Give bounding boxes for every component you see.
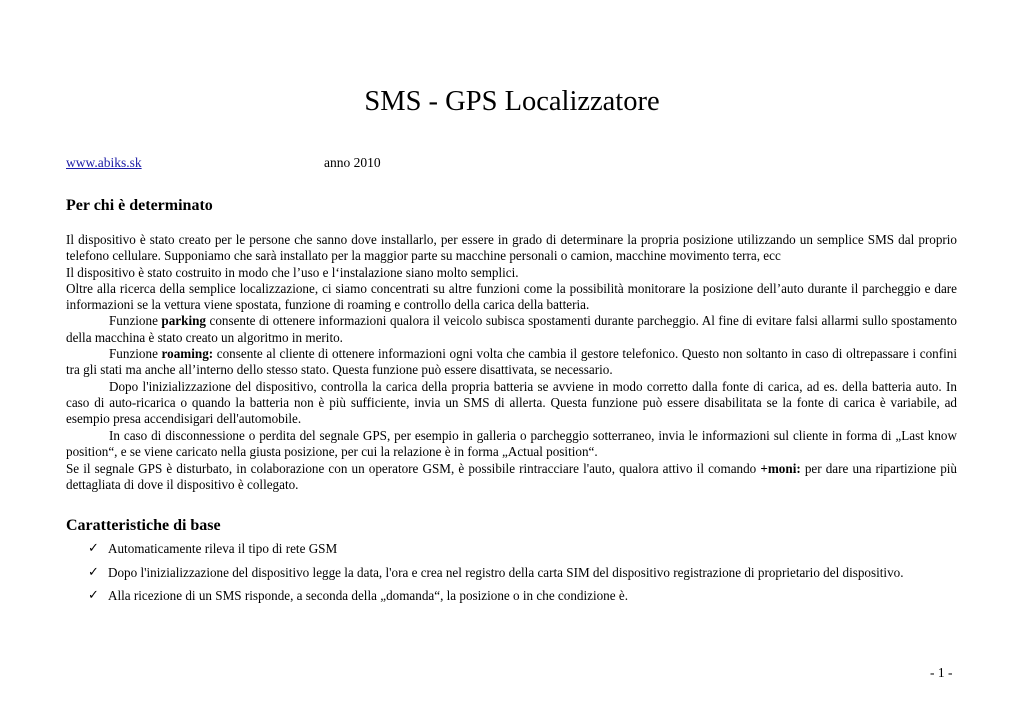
list-item-text: Dopo l'inizializzazione del dispositivo legge la data, l'ora e crea nel registro della carta SIM del dispositivo registrazione di proprietario del dispositivo. [108, 564, 904, 580]
list-item-text: Automaticamente rileva il tipo di rete GSM [108, 541, 338, 556]
check-icon: ✓ [88, 540, 99, 555]
roaming-keyword: roaming: [161, 346, 214, 362]
paragraph: Dopo l'inizializzazione del dispositivo, controlla la carica della propria batteria se avviene in modo corretto dalla fonte di carica, ad es. della batteria auto. In caso di auto-ricarica o quando la batteria non è più sufficiente, invia un SMS di allerta. Questa funzione può essere disabilitata se la fonte di carica è variabile, ad esempio presa accendisigari dell'automobile. [66, 378, 957, 427]
section-heading-features: Caratteristiche di base [66, 517, 221, 534]
section-body [66, 232, 957, 494]
paragraph: Il dispositivo è stato creato per le persone che sanno dove installarlo, per essere in grado di determinare la propria posizione utilizzando un semplice SMS dal proprio telefono cellulare. Supponiamo che sarà installato per la maggior parte su macchine personali o camion, macchine movimento terra, ecc [66, 232, 957, 264]
year-label: anno 2010 [324, 155, 381, 170]
paragraph-text: Se il segnale GPS è disturbato, in colaborazione con un operatore GSM, è possibile rintracciare l'auto, qualora attivo il comando [66, 461, 761, 477]
paragraph: In caso di disconnessione o perdita del segnale GPS, per esempio in galleria o parcheggio sotterraneo, invia le informazioni sul cliente in forma di „Last know position“, e se viene caricato nella giusta posizione, per cui la relazione è in forma „Actual position“. [66, 427, 957, 459]
page-number: - 1 - [930, 665, 953, 680]
website-link[interactable]: www.abiks.sk [66, 155, 142, 170]
paragraph-text: consente di ottenere informazioni qualora il veicolo subisca spostamenti durante parcheggio. Al fine di evitare falsi allarmi sullo spostamento della macchina è stato creato un algoritmo in merito. [66, 313, 957, 345]
paragraph-text: Funzione [109, 346, 162, 362]
list-item [88, 540, 904, 564]
paragraph: Il dispositivo è stato costruito in modo che l’uso e l‘instalazione siano molto semplici. [66, 264, 519, 280]
paragraph-text: per dare una ripartizione più dettagliata di dove il dispositivo è collegato. [66, 461, 957, 493]
paragraph-text: Funzione [109, 313, 162, 329]
check-icon: ✓ [88, 563, 99, 579]
paragraph-text: consente al cliente di ottenere informazioni ogni volta che cambia il gestore telefonico. Questo non soltanto in caso di oltrepassare i confini tra gli stati ma anche all’interno dello stesso stato. Questa funzione può essere disattivata, se necessario. [66, 346, 957, 378]
paragraph: Oltre alla ricerca della semplice localizzazione, ci siamo concentrati su altre funzioni come la possibilità monitorare la posizione dell’auto durante il parcheggio e dare informazioni se la vettura viene spostata, funzione di roaming e controllo della carica della batteria. [66, 280, 957, 313]
section-heading-target: Per chi è determinato [66, 197, 213, 214]
check-icon: ✓ [88, 587, 99, 602]
paragraph-roaming [66, 346, 957, 379]
document-title: SMS - GPS Localizzatore [364, 86, 660, 117]
parking-keyword: parking [161, 313, 206, 329]
paragraph-parking [66, 313, 957, 346]
list-item [88, 587, 904, 611]
list-item-text: Alla ricezione di un SMS risponde, a seconda della „domanda“, la posizione o in che condizione è. [108, 588, 628, 603]
list-item [88, 564, 904, 588]
features-list [88, 540, 904, 611]
moni-command: +moni: [760, 461, 801, 477]
paragraph-moni [66, 461, 957, 494]
